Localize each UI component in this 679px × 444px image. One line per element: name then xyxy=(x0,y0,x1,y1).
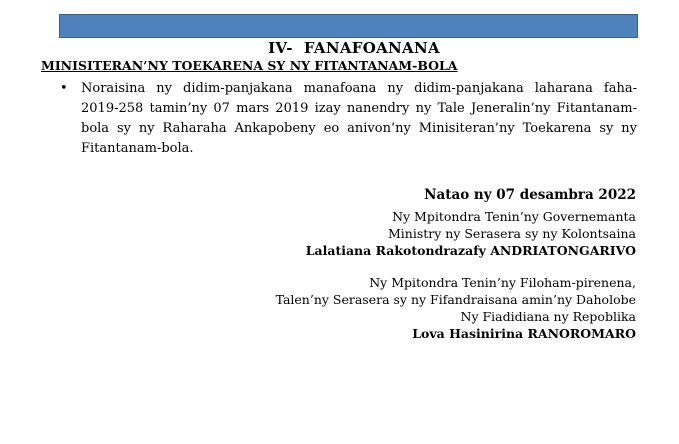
signatory-2-office: Talen’ny Serasera sy ny Fifandraisana amin’ny Daholobe xyxy=(275,292,636,307)
signature-date: Natao ny 07 desambra 2022 xyxy=(424,187,636,203)
signatory-1-ministry: Ministry ny Serasera sy ny Kolontsaina xyxy=(387,226,636,241)
paragraph-line-2: 2019-258 tamin’ny 07 mars 2019 izay nanendry ny Tale Jeneralin’ny Fitantanam- xyxy=(81,101,637,116)
bullet-marker: • xyxy=(60,81,68,96)
paragraph-line-1: Noraisina ny didim-panjakana manafoana ny didim-panjakana laharana faha- xyxy=(81,81,637,96)
signatory-2-institution: Ny Fiadidiana ny Repoblika xyxy=(460,309,636,324)
section-title-bar xyxy=(59,14,638,57)
paragraph-line-4: Fitantanam-bola. xyxy=(81,141,194,156)
signatory-1-title: Ny Mpitondra Tenin’ny Governemanta xyxy=(392,209,636,224)
section-title: IV- FANAFOANANA xyxy=(268,39,440,57)
paragraph-line-3: bola sy ny Raharaha Ankapobeny eo anivon’ny Minisiteran’ny Toekarena sy ny xyxy=(81,121,637,136)
bullet-paragraph xyxy=(81,79,637,159)
signatory-1-name: Lalatiana Rakotondrazafy ANDRIATONGARIVO xyxy=(305,243,636,258)
signatory-2-title: Ny Mpitondra Tenin’ny Filoham-pirenena, xyxy=(369,275,636,290)
signatory-2-name: Lova Hasinirina RANOROMARO xyxy=(412,326,636,341)
ministry-heading: MINISITERAN’NY TOEKARENA SY NY FITANTANAM-BOLA xyxy=(41,58,458,73)
